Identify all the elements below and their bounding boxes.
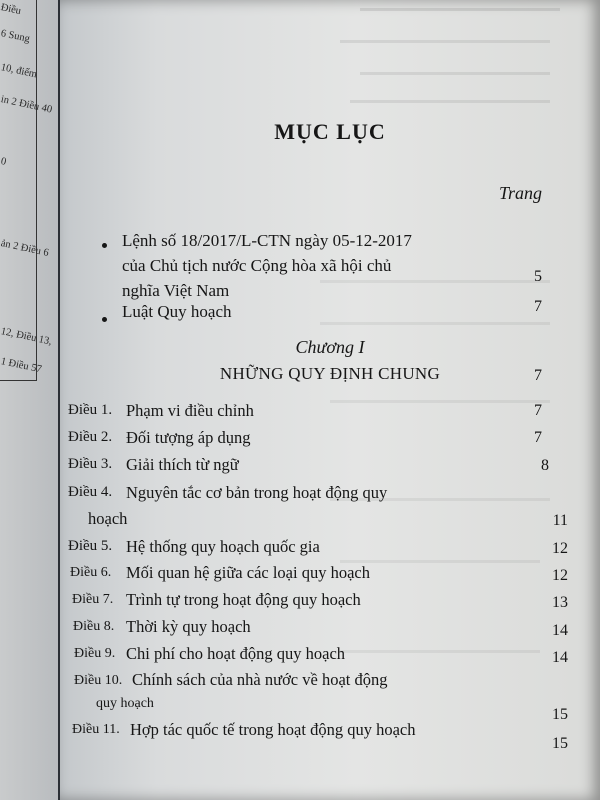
article-title: Nguyên tắc cơ bản trong hoạt động quy (126, 483, 388, 502)
chapter-page: 7 (534, 367, 542, 384)
article-page: 14 (552, 649, 568, 666)
article-title: Mối quan hệ giữa các loại quy hoạch (126, 563, 370, 582)
prev-page-text: 1 Điều 57 (0, 356, 43, 376)
prev-page-text: 12, Điều 13, (0, 326, 53, 348)
intro-item-line: nghĩa Việt Nam (122, 281, 230, 300)
prev-page-text: Điều (0, 2, 22, 18)
article-page: 14 (552, 622, 568, 639)
bullet-icon (102, 243, 107, 248)
article-number: Điều 3. (68, 456, 113, 472)
chapter-label: Chương I (295, 337, 365, 357)
article-title-continued: hoạch (88, 509, 128, 528)
article-number: Điều 5. (68, 538, 113, 554)
bullet-icon (102, 317, 107, 322)
article-page: 11 (552, 512, 568, 529)
article-page: 12 (552, 567, 568, 584)
article-number: Điều 1. (68, 402, 113, 418)
prev-page-text: 0 (0, 156, 8, 168)
intro-item-line: của Chủ tịch nước Cộng hòa xã hội chủ (122, 256, 392, 275)
article-number: Điều 8. (73, 619, 115, 634)
article-page: 13 (552, 594, 568, 611)
article-number: Điều 6. (70, 565, 112, 580)
page-column-label: Trang (498, 183, 542, 203)
article-page: 12 (552, 540, 568, 557)
article-title: Hợp tác quốc tế trong hoạt động quy hoạch (130, 720, 416, 739)
article-title: Chi phí cho hoạt động quy hoạch (126, 644, 346, 663)
article-page: 8 (541, 457, 549, 474)
article-number: Điều 4. (68, 484, 113, 500)
intro-item-line: Lệnh số 18/2017/L-CTN ngày 05-12-2017 (122, 231, 412, 250)
article-number: Điều 9. (74, 646, 116, 661)
article-page: 15 (552, 706, 568, 723)
article-number: Điều 11. (72, 722, 120, 737)
intro-item-page: 7 (534, 298, 542, 315)
article-number: Điều 7. (72, 592, 114, 607)
article-title: Giải thích từ ngữ (126, 455, 239, 474)
prev-page-text: 10, điểm (0, 62, 38, 81)
article-page: 7 (534, 429, 542, 446)
page-title: MỤC LỤC (274, 119, 386, 144)
article-page: 15 (552, 735, 568, 752)
article-title: Phạm vi điều chỉnh (126, 401, 254, 420)
toc-page (60, 0, 600, 800)
prev-page-text: ản 2 Điều 6 (0, 238, 50, 259)
prev-page-text: in 2 Điều 40 (0, 94, 54, 116)
article-page: 7 (534, 402, 542, 419)
article-title-continued: quy hoạch (96, 696, 154, 711)
intro-item-page: 5 (534, 268, 542, 285)
article-title: Đối tượng áp dụng (126, 428, 251, 447)
article-title: Trình tự trong hoạt động quy hoạch (126, 590, 361, 609)
article-title: Chính sách của nhà nước về hoạt động (132, 670, 388, 689)
article-title: Hệ thống quy hoạch quốc gia (126, 537, 320, 556)
prev-page-text: 6 Sung (0, 28, 31, 45)
previous-page-frame (0, 0, 37, 381)
article-number: Điều 10. (74, 673, 123, 688)
previous-page (0, 0, 60, 800)
article-number: Điều 2. (68, 429, 113, 445)
intro-item-line: Luật Quy hoạch (122, 302, 232, 321)
chapter-title: NHỮNG QUY ĐỊNH CHUNG (219, 364, 441, 383)
article-title: Thời kỳ quy hoạch (126, 617, 251, 636)
